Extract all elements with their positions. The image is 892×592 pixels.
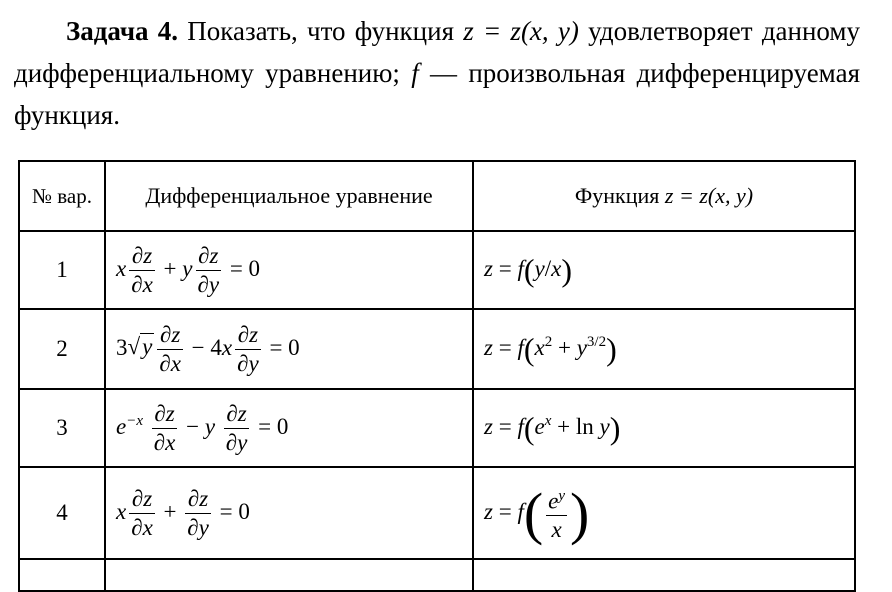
task-function-expr: z = z(x, y) — [463, 16, 579, 46]
header-function-expr: z = z(x, y) — [664, 183, 754, 208]
table-row — [19, 309, 855, 389]
header-equation: Дифференциальное уравнение — [105, 161, 473, 231]
table-header-row — [19, 161, 855, 231]
row-number: 3 — [19, 389, 105, 467]
function-1: z = f(y/x) — [473, 231, 855, 309]
task-f-symbol: f — [411, 58, 419, 88]
equation-4: x $\frac{\partial z}{\partial x}$ + $\frac{\partial z}{\partial y}$ = 0 — [105, 467, 473, 559]
table-row — [19, 389, 855, 467]
table-row — [19, 559, 855, 591]
task-text-2: удовлетворяет данному дифференциальному уравнению; — [14, 16, 861, 88]
function-4: z = f( $\frac{e^y}{x}$ ) — [473, 467, 855, 559]
equation-1: x $\frac{\partial z}{\partial x}$ + y $\frac{\partial z}{\partial y}$ = 0 — [105, 231, 473, 309]
header-number: № вар. — [19, 161, 105, 231]
equation-2: 3√y $\frac{\partial z}{\partial x}$ − 4x $\frac{\partial z}{\partial y}$ = 0 — [105, 309, 473, 389]
row-number: 2 — [19, 309, 105, 389]
table-row — [19, 231, 855, 309]
task-text-3: — произвольная дифференцируемая функция. — [14, 58, 860, 130]
row-number-cut — [19, 559, 105, 591]
row-number: 1 — [19, 231, 105, 309]
function-3: $z = f(e^x + \ln y)$ — [473, 389, 855, 467]
equation-cut — [105, 559, 473, 591]
table-row — [19, 467, 855, 559]
row-number: 4 — [19, 467, 105, 559]
function-2: $z = f(x^2 + y^{3/2})$ — [473, 309, 855, 389]
variants-table — [18, 160, 856, 592]
header-function-label: Функция — [574, 183, 660, 208]
task-text-1: Показать, что функция — [178, 16, 464, 46]
equation-3: $e^{-x}$ $\frac{\partial z}{\partial x}$ − y $\frac{\partial z}{\partial y}$ = 0 — [105, 389, 473, 467]
task-statement — [14, 10, 860, 136]
function-cut — [473, 559, 855, 591]
task-label: Задача 4. — [66, 16, 179, 46]
header-function — [473, 161, 855, 231]
